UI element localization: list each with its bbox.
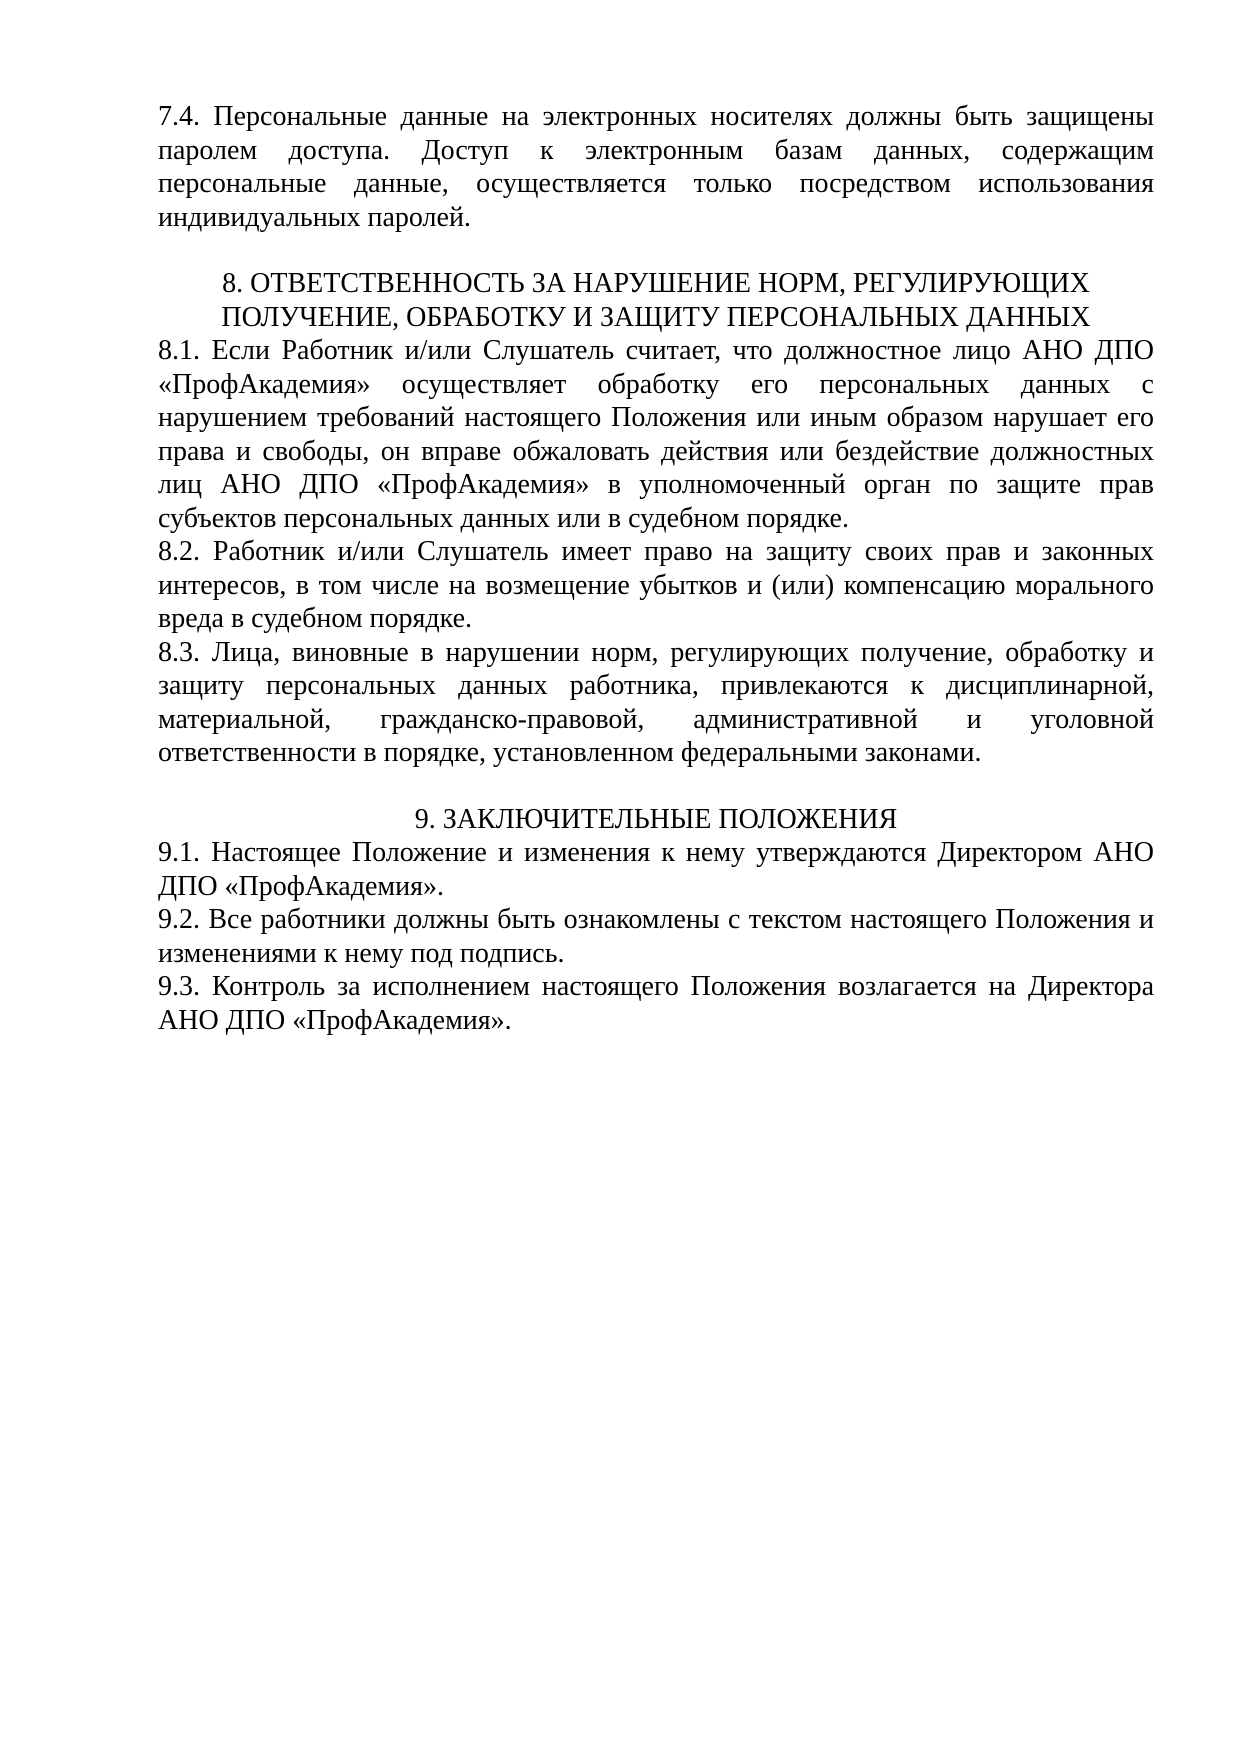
paragraph-9-1: 9.1. Настоящее Положение и изменения к нему утверждаются Директором АНО ДПО «ПрофАкадемия». — [158, 837, 1154, 902]
document-body — [158, 100, 1154, 1037]
section-8-heading: 8. ОТВЕТСТВЕННОСТЬ ЗА НАРУШЕНИЕ НОРМ, РЕГУЛИРУЮЩИХ ПОЛУЧЕНИЕ, ОБРАБОТКУ И ЗАЩИТУ ПЕРСОНАЛЬНЫХ ДАННЫХ — [221, 268, 1091, 333]
paragraph-8-1: 8.1. Если Работник и/или Слушатель считает, что должностное лицо АНО ДПО «ПрофАкадемия» осуществляет обработку его персональных данных с нарушением требований настоящего Положения или иным образом нарушает его права и свободы, он вправе обжаловать действия или бездействие должностных лиц АНО ДПО «ПрофАкадемия» в уполномоченный орган по защите прав субъектов персональных данных или в судебном порядке. — [158, 335, 1154, 534]
paragraph-8-2: 8.2. Работник и/или Слушатель имеет право на защиту своих прав и законных интересов, в том числе на возмещение убытков и (или) компенсацию морального вреда в судебном порядке. — [158, 536, 1154, 634]
paragraph-9-2: 9.2. Все работники должны быть ознакомлены с текстом настоящего Положения и изменениями к нему под подпись. — [158, 904, 1154, 969]
paragraph-9-3: 9.3. Контроль за исполнением настоящего Положения возлагается на Директора АНО ДПО «ПрофАкадемия». — [158, 971, 1154, 1036]
paragraph-7-4: 7.4. Персональные данные на электронных носителях должны быть защищены паролем доступа. Доступ к электронным базам данных, содержащим персональные данные, осуществляется только посредством использования индивидуальных паролей. — [158, 101, 1154, 233]
paragraph-8-3: 8.3. Лица, виновные в нарушении норм, регулирующих получение, обработку и защиту персональных данных работника, привлекаются к дисциплинарной, материальной, гражданско-правовой, административной и уголовной ответственности в порядке, установленном федеральными законами. — [158, 636, 1154, 768]
section-9-heading: 9. ЗАКЛЮЧИТЕЛЬНЫЕ ПОЛОЖЕНИЯ — [414, 803, 898, 835]
